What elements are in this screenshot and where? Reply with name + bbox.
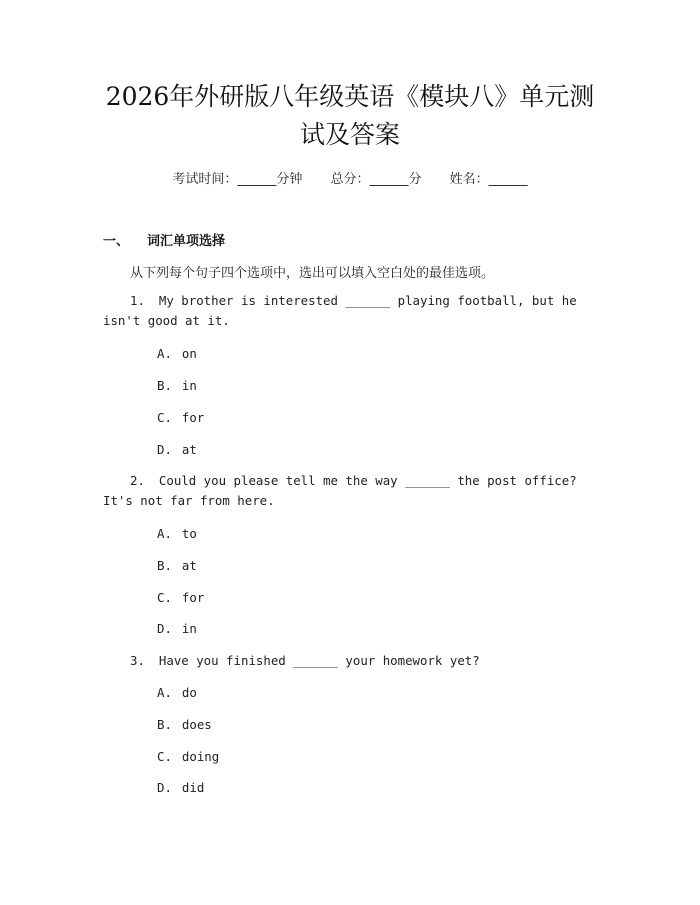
option-2c[interactable] [157,588,204,608]
section-title: 词汇单项选择 [147,234,226,249]
option-letter: D. [157,442,172,457]
section-heading [103,230,225,249]
option-1c[interactable] [157,408,204,428]
exam-time-label: 考试时间：______分钟 [172,172,303,187]
option-2b[interactable] [157,556,197,576]
option-1b[interactable] [157,376,197,396]
option-letter: B. [157,717,172,732]
option-2d[interactable] [157,619,197,639]
option-3d[interactable] [157,778,204,798]
question-text: My brother is interested ______ playing football, but he isn't good at it. [103,293,577,328]
option-text: to [181,526,197,541]
option-text: in [181,621,197,636]
title-line-1: 2026年外研版八年级英语《模块八》单元测 [105,82,595,111]
option-letter: B. [157,378,172,393]
question-1 [103,291,598,331]
option-3c[interactable] [157,747,219,767]
name-label: 姓名：______ [449,172,528,187]
option-3a[interactable] [157,683,197,703]
option-1d[interactable] [157,440,197,460]
option-text: did [181,780,205,795]
page-title [80,78,620,154]
option-2a[interactable] [157,524,197,544]
option-text: in [181,378,197,393]
option-text: for [181,410,205,425]
option-letter: A. [157,685,172,700]
option-letter: A. [157,346,172,361]
question-text: Could you please tell me the way ______ the post office? It's not far from here. [103,473,577,508]
option-letter: C. [157,590,172,605]
question-3 [103,651,598,671]
question-number: 1. [130,293,145,308]
question-number: 2. [130,473,145,488]
option-3b[interactable] [157,715,212,735]
option-letter: B. [157,558,172,573]
option-1a[interactable] [157,344,197,364]
option-text: on [181,346,197,361]
option-letter: D. [157,621,172,636]
option-text: does [181,717,212,732]
exam-meta [0,168,700,187]
question-text: Have you finished ______ your homework yet? [158,653,480,668]
option-letter: C. [157,410,172,425]
title-line-2: 试及答案 [299,120,400,149]
option-letter: A. [157,526,172,541]
option-letter: C. [157,749,172,764]
section-instruction: 从下列每个句子四个选项中，选出可以填入空白处的最佳选项。 [130,266,495,281]
option-text: at [181,442,197,457]
total-score-label: 总分：______分 [330,172,422,187]
option-text: do [181,685,197,700]
question-number: 3. [130,653,145,668]
option-text: for [181,590,205,605]
section-number: 一、 [103,234,130,249]
option-text: doing [181,749,220,764]
option-text: at [181,558,197,573]
question-2 [103,471,598,511]
option-letter: D. [157,780,172,795]
